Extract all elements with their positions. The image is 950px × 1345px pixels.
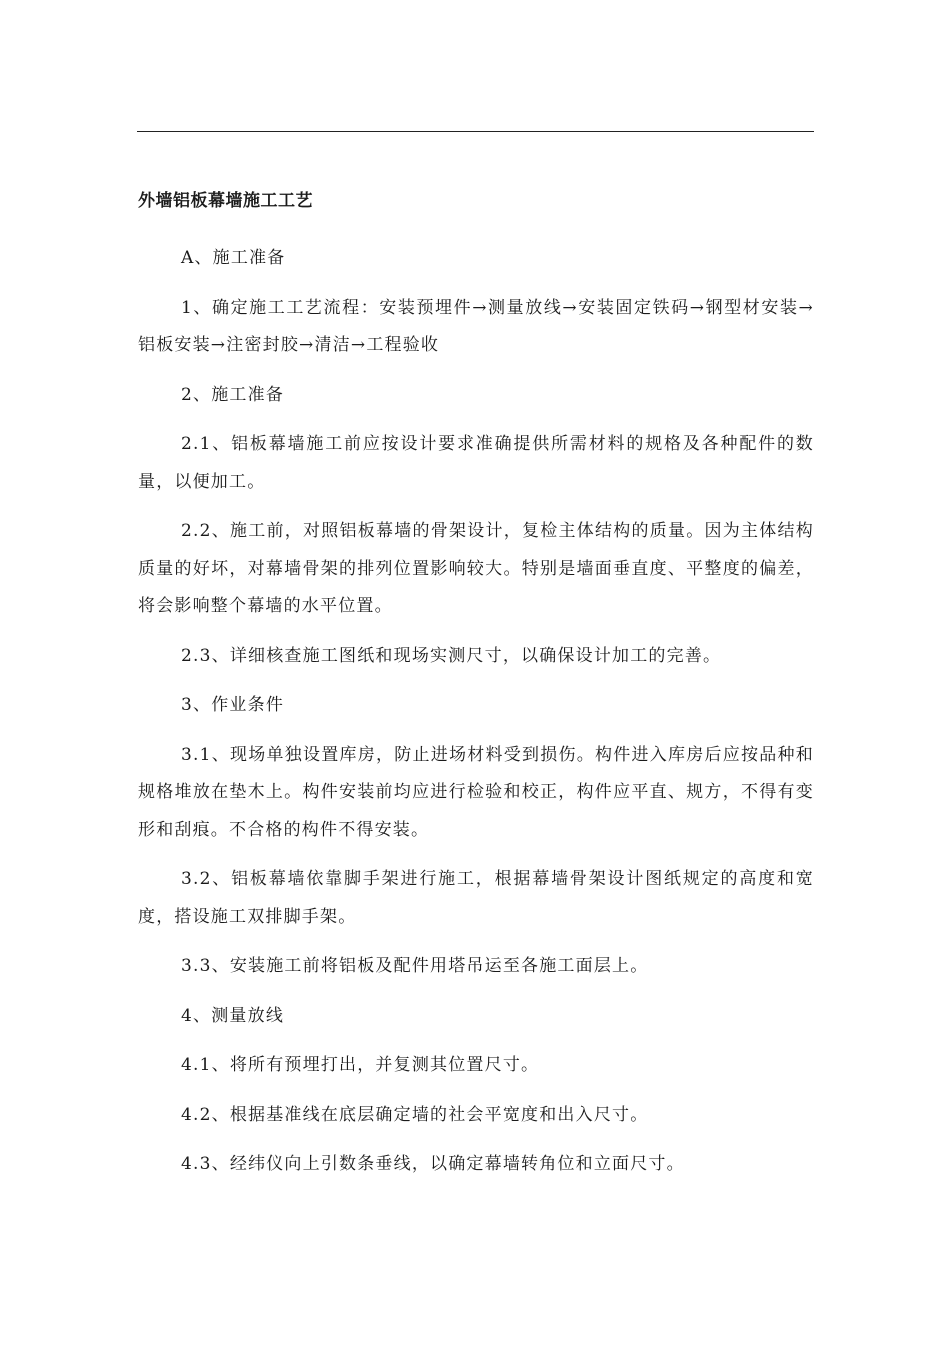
paragraph-3-1: 3.1、现场单独设置库房，防止进场材料受到损伤。构件进入库房后应按品种和规格堆放在垫木上。构件安装前均应进行检验和校正，构件应平直、规方，不得有变形和刮痕。不合格的构件不得安装。	[138, 744, 814, 840]
paragraph-2-2: 2.2、施工前，对照铝板幕墙的骨架设计，复检主体结构的质量。因为主体结构质量的好坏，对幕墙骨架的排列位置影响较大。特别是墙面垂直度、平整度的偏差，将会影响整个幕墙的水平位置。	[138, 521, 814, 616]
paragraph-3-2: 3.2、铝板幕墙依靠脚手架进行施工，根据幕墙骨架设计图纸规定的高度和宽度，搭设施工双排脚手架。	[138, 869, 814, 927]
paragraph-4-2: 4.2、根据基准线在底层确定墙的社会平宽度和出入尺寸。	[181, 1104, 649, 1125]
paragraph-process-flow: 1、确定施工工艺流程：安装预埋件→测量放线→安装固定铁码→钢型材安装→铝板安装→注密封胶→清洁→工程验收	[138, 297, 814, 355]
section-heading-3: 3、作业条件	[181, 695, 285, 715]
document-title: 外墙铝板幕墙施工工艺	[138, 191, 313, 211]
header-rule	[137, 131, 814, 132]
section-heading-4: 4、测量放线	[181, 1005, 285, 1026]
paragraph-2-3: 2.3、详细核查施工图纸和现场实测尺寸，以确保设计加工的完善。	[181, 645, 722, 666]
paragraph-3-3: 3.3、安装施工前将铝板及配件用塔吊运至各施工面层上。	[181, 956, 649, 976]
section-heading-a: A、施工准备	[181, 248, 286, 268]
paragraph-2-1: 2.1、铝板幕墙施工前应按设计要求准确提供所需材料的规格及各种配件的数量，以便加工。	[138, 434, 814, 492]
paragraph-4-3: 4.3、经纬仪向上引数条垂线，以确定幕墙转角位和立面尺寸。	[181, 1154, 685, 1174]
paragraph-4-1: 4.1、将所有预埋打出，并复测其位置尺寸。	[181, 1055, 540, 1075]
section-heading-2: 2、施工准备	[181, 384, 285, 405]
document-body	[138, 186, 814, 1196]
